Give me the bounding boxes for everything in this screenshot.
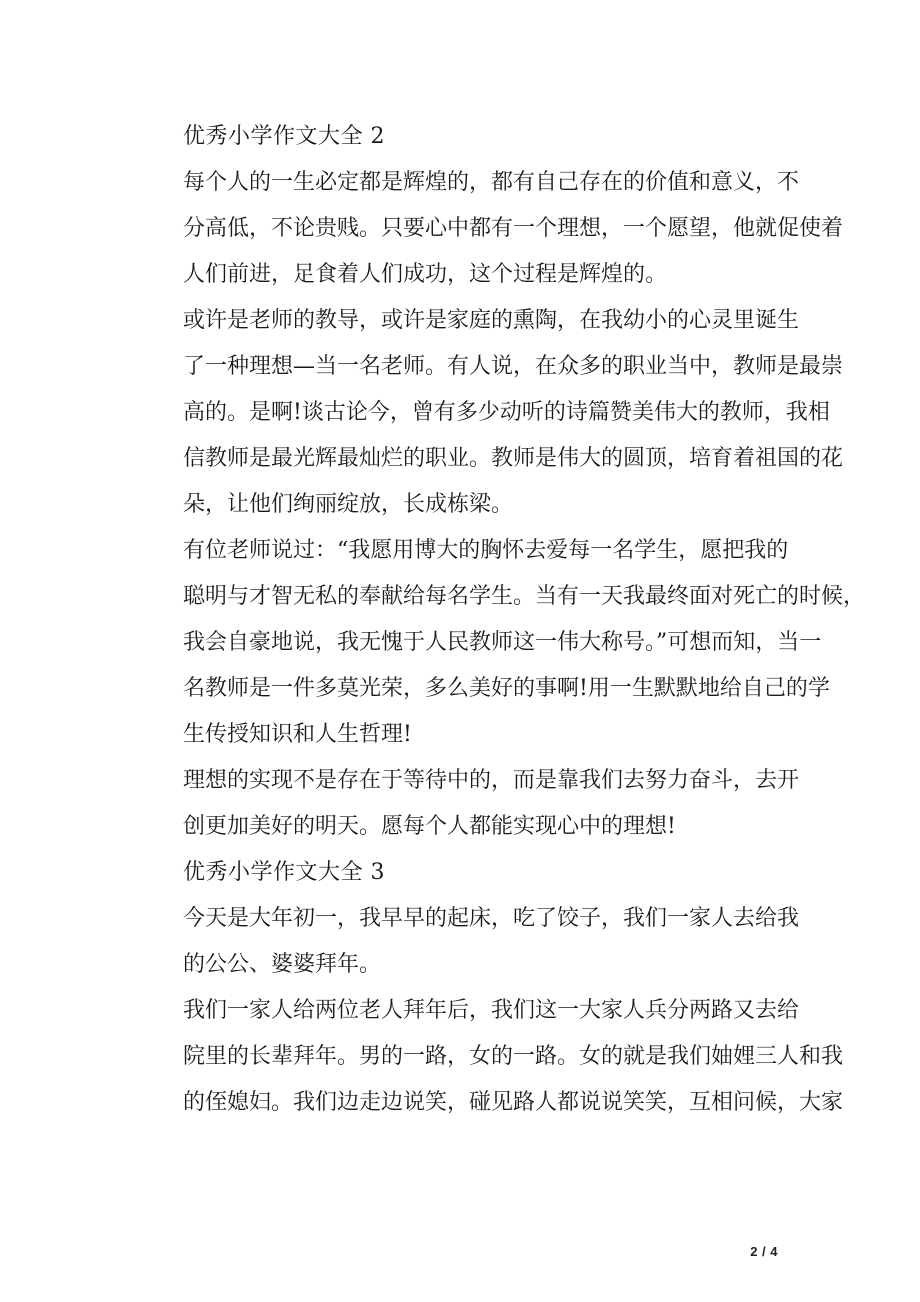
essay-heading-2: 优秀小学作文大全 2 bbox=[183, 124, 385, 149]
text-line: 生传授知识和人生哲理! bbox=[183, 722, 412, 747]
text-line: 理想的实现不是存在于等待中的，而是靠我们去努力奋斗，去开 bbox=[183, 768, 800, 793]
paragraph bbox=[139, 896, 800, 988]
text-line: 有位老师说过：“我愿用博大的胸怀去爱每一名学生，愿把我的 bbox=[183, 538, 789, 563]
text-line: 聪明与才智无私的奉献给每名学生。当有一天我最终面对死亡的时候， bbox=[183, 584, 866, 609]
paragraph bbox=[139, 298, 844, 528]
page-number: 2 / 4 bbox=[750, 1244, 778, 1259]
text-line: 的公公、婆婆拜年。 bbox=[183, 952, 382, 977]
essay-heading-3: 优秀小学作文大全 3 bbox=[183, 860, 385, 885]
paragraph bbox=[139, 528, 866, 758]
text-line: 信教师是最光辉最灿烂的职业。教师是伟大的圆顶，培育着祖国的花 bbox=[183, 446, 844, 471]
text-line: 我会自豪地说，我无愧于人民教师这一伟大称号。”可想而知，当一 bbox=[183, 630, 822, 655]
text-line: 今天是大年初一，我早早的起床，吃了饺子，我们一家人去给我 bbox=[183, 906, 800, 931]
text-line: 或许是老师的教导，或许是家庭的熏陶，在我幼小的心灵里诞生 bbox=[183, 308, 800, 333]
paragraph bbox=[139, 988, 844, 1126]
text-line: 朵，让他们绚丽绽放，长成栋梁。 bbox=[183, 492, 514, 517]
text-line: 高的。是啊!谈古论今，曾有多少动听的诗篇赞美伟大的教师，我相 bbox=[183, 400, 830, 425]
text-line: 创更加美好的明天。愿每个人都能实现心中的理想! bbox=[183, 814, 676, 839]
document-body bbox=[139, 114, 866, 1126]
text-line: 每个人的一生必定都是辉煌的，都有自己存在的价值和意义，不 bbox=[183, 170, 800, 195]
text-line: 了一种理想—当一名老师。有人说，在众多的职业当中，教师是最崇 bbox=[183, 354, 844, 379]
text-line: 人们前进，足食着人们成功，这个过程是辉煌的。 bbox=[183, 262, 668, 287]
text-line: 的侄媳妇。我们边走边说笑，碰见路人都说说笑笑，互相问候，大家 bbox=[183, 1090, 844, 1115]
paragraph bbox=[139, 160, 844, 298]
text-line: 院里的长辈拜年。男的一路，女的一路。女的就是我们妯娌三人和我 bbox=[183, 1044, 844, 1069]
text-line: 我们一家人给两位老人拜年后，我们这一大家人兵分两路又去给 bbox=[183, 998, 800, 1023]
text-line: 名教师是一件多莫光荣，多么美好的事啊!用一生默默地给自己的学 bbox=[183, 676, 830, 701]
paragraph bbox=[139, 758, 800, 850]
text-line: 分高低，不论贵贱。只要心中都有一个理想，一个愿望，他就促使着 bbox=[183, 216, 844, 241]
